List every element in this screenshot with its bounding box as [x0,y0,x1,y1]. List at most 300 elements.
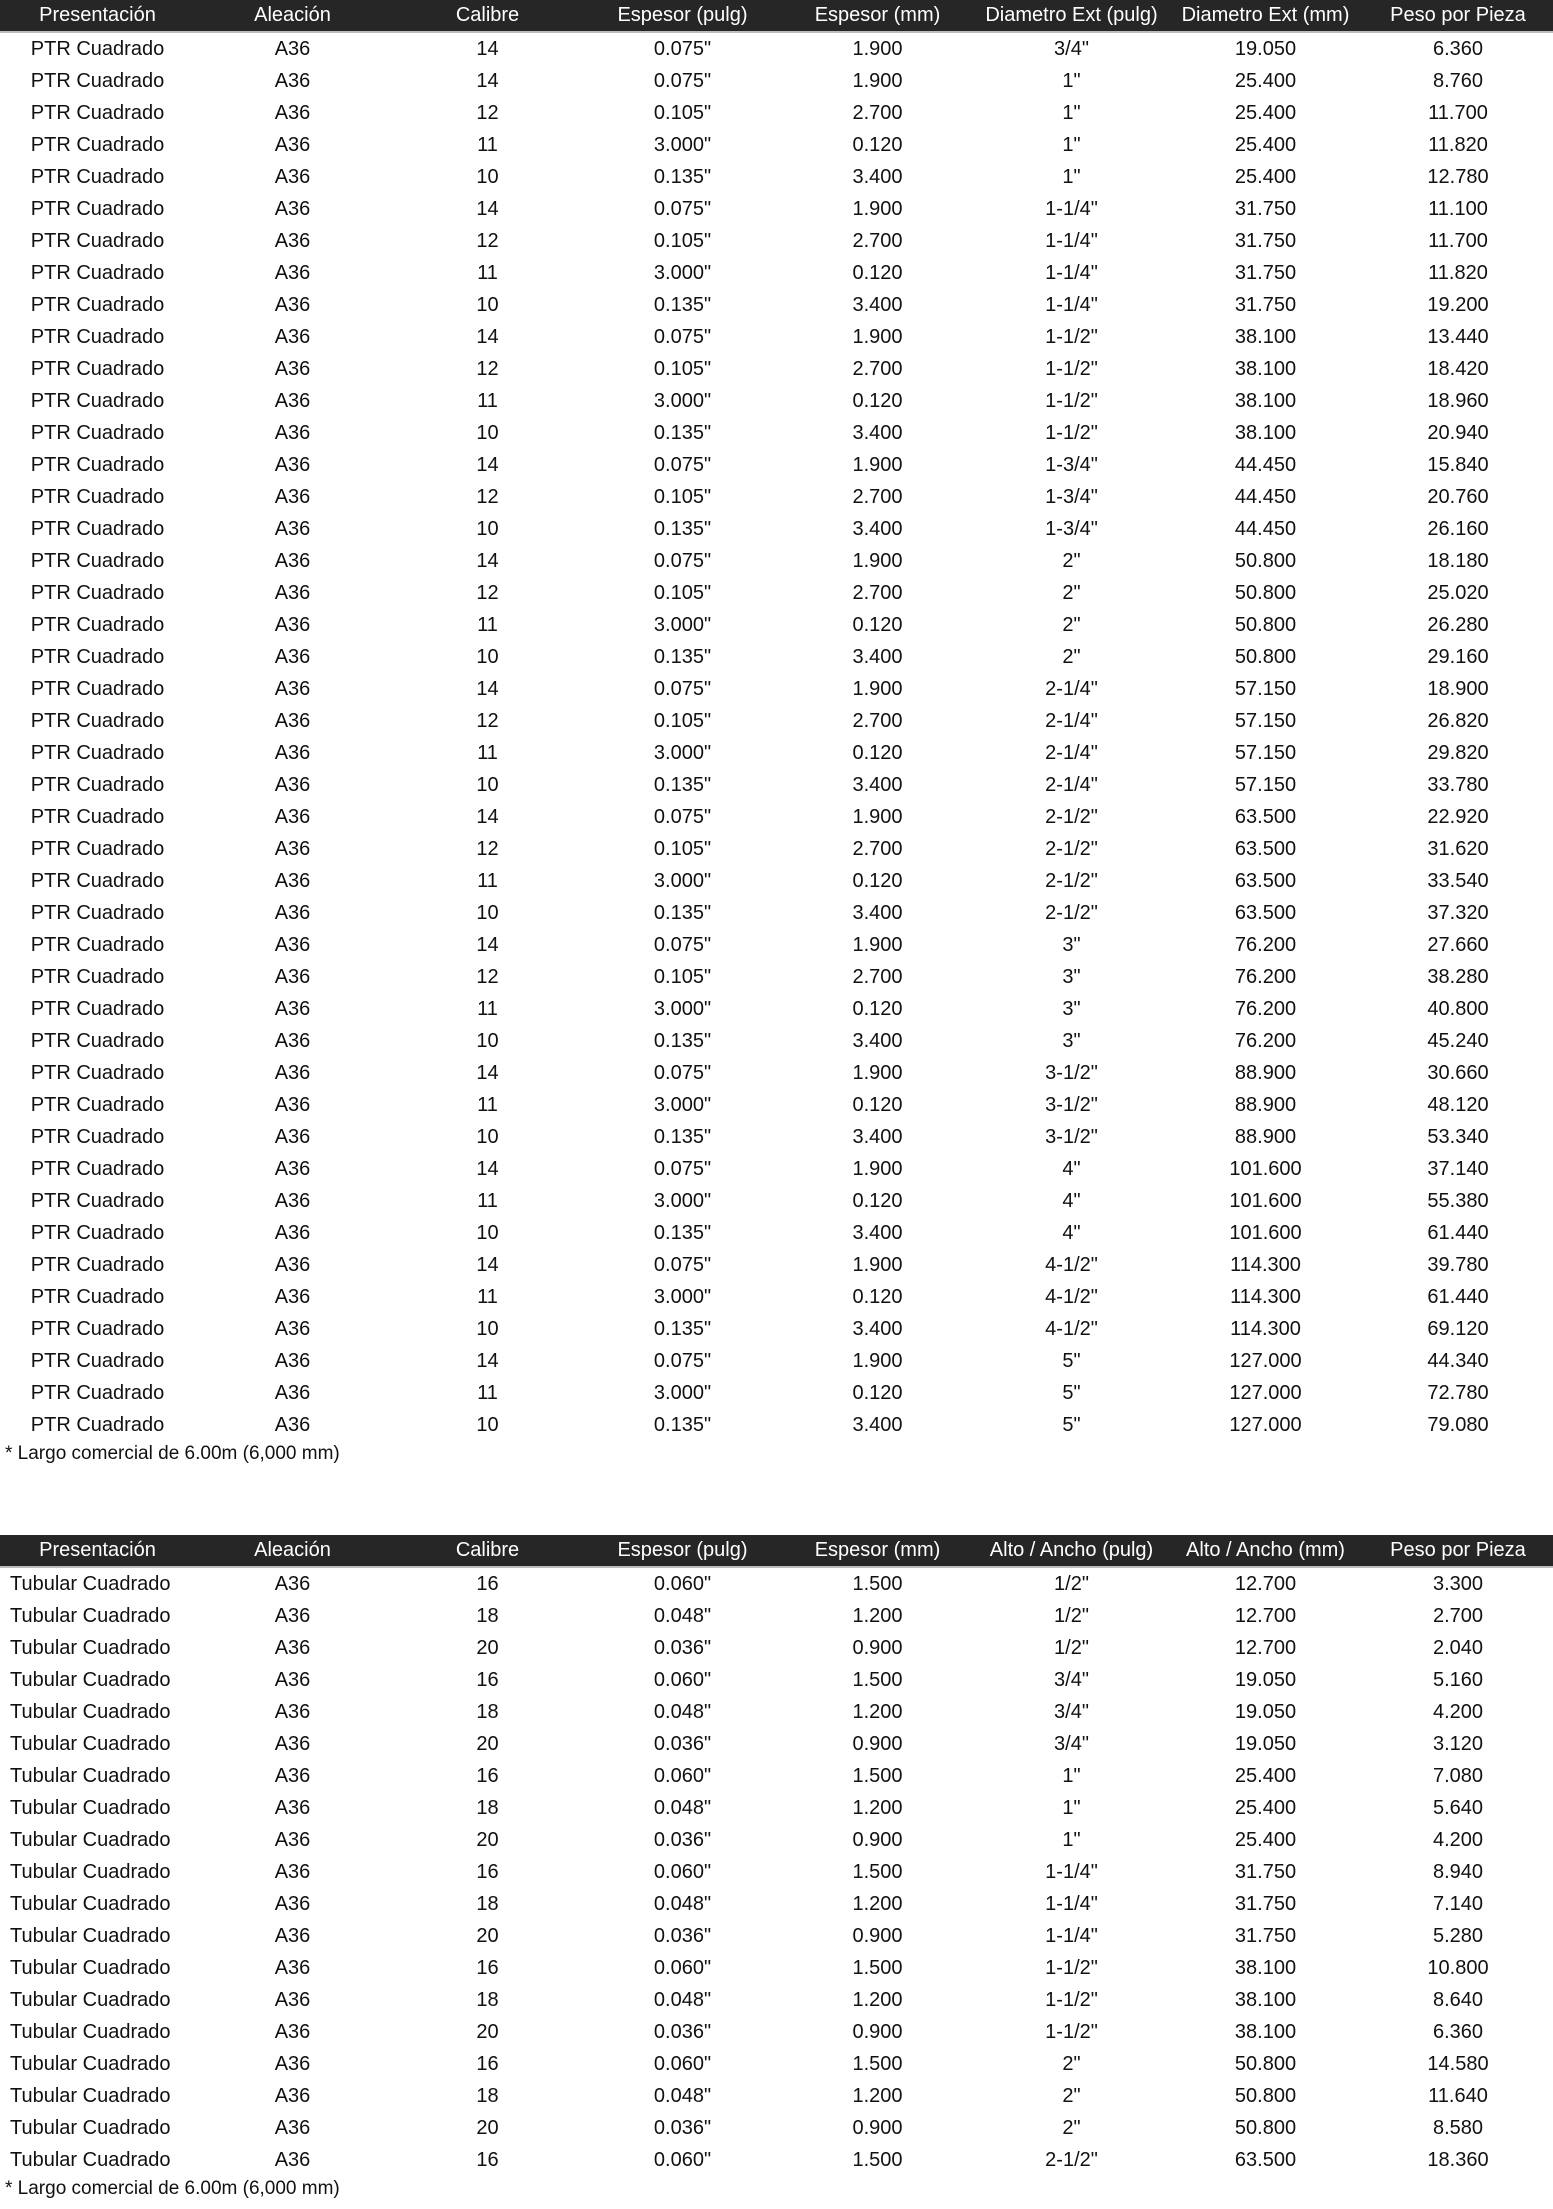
table-row [0,1345,1553,1377]
table-row [0,1728,1553,1760]
cell-dimension-mm: 63.500 [1234,869,1297,892]
cell-dimension-pulg: 1-3/4" [1045,517,1098,540]
cell-presentacion: PTR Cuadrado [30,165,165,188]
cell-aleacion: A36 [274,2052,311,2075]
cell-dimension-pulg: 3" [1062,933,1081,956]
cell-dimension-mm: 25.400 [1234,165,1297,188]
cell-espesor-pulg: 0.135" [653,773,712,796]
cell-dimension-mm: 25.400 [1234,1796,1297,1819]
cell-peso-por-pieza: 12.780 [1427,165,1489,188]
cell-peso-por-pieza: 69.120 [1427,1317,1489,1340]
table-row [0,737,1553,769]
cell-aleacion: A36 [274,1668,311,1691]
table-row [0,1121,1553,1153]
cell-espesor-mm: 1.200 [852,1700,903,1723]
cell-espesor-pulg: 0.060" [653,1572,712,1595]
cell-dimension-mm: 101.600 [1229,1157,1302,1180]
cell-dimension-mm: 63.500 [1234,805,1297,828]
cell-peso-por-pieza: 5.280 [1432,1924,1484,1947]
cell-presentacion: PTR Cuadrado [30,645,165,668]
cell-aleacion: A36 [274,1892,311,1915]
cell-calibre: 10 [476,773,499,796]
cell-espesor-pulg: 0.048" [653,1988,712,2011]
cell-espesor-pulg: 0.060" [653,1668,712,1691]
cell-espesor-mm: 2.700 [852,485,903,508]
table-row [0,225,1553,257]
cell-dimension-mm: 25.400 [1234,69,1297,92]
cell-dimension-pulg: 3/4" [1054,1700,1089,1723]
cell-dimension-pulg: 5" [1062,1349,1081,1372]
cell-calibre: 14 [476,1349,499,1372]
cell-calibre: 12 [476,837,499,860]
column-header-presentacion: Presentación [39,4,156,26]
table-row [0,2112,1553,2144]
cell-aleacion: A36 [274,389,311,412]
cell-calibre: 16 [476,2148,499,2171]
cell-peso-por-pieza: 20.940 [1427,421,1489,444]
cell-peso-por-pieza: 4.200 [1432,1700,1484,1723]
cell-calibre: 20 [476,1732,499,1755]
cell-presentacion: PTR Cuadrado [30,421,165,444]
cell-presentacion: PTR Cuadrado [30,1221,165,1244]
cell-peso-por-pieza: 29.820 [1427,741,1489,764]
cell-calibre: 10 [476,1125,499,1148]
cell-espesor-mm: 3.400 [852,421,903,444]
table-row [0,1888,1553,1920]
cell-espesor-pulg: 0.036" [653,1636,712,1659]
cell-dimension-pulg: 4" [1062,1157,1081,1180]
cell-peso-por-pieza: 37.140 [1427,1157,1489,1180]
cell-dimension-pulg: 1" [1062,101,1081,124]
table-row [0,1153,1553,1185]
cell-espesor-pulg: 3.000" [653,133,712,156]
cell-dimension-mm: 38.100 [1234,1988,1297,2011]
cell-dimension-mm: 57.150 [1234,677,1297,700]
table-row [0,865,1553,897]
cell-presentacion: PTR Cuadrado [30,69,165,92]
cell-dimension-pulg: 1-3/4" [1045,453,1098,476]
cell-dimension-pulg: 1-1/2" [1045,2020,1098,2043]
cell-aleacion: A36 [274,101,311,124]
cell-aleacion: A36 [274,229,311,252]
cell-presentacion: PTR Cuadrado [30,677,165,700]
cell-aleacion: A36 [274,1732,311,1755]
column-header-espesor-pulg: Espesor (pulg) [617,4,748,26]
cell-aleacion: A36 [274,453,311,476]
cell-presentacion: PTR Cuadrado [30,325,165,348]
cell-dimension-mm: 50.800 [1234,2084,1297,2107]
table-row [0,513,1553,545]
cell-dimension-pulg: 1-1/4" [1045,197,1098,220]
table-row [0,545,1553,577]
cell-dimension-pulg: 4-1/2" [1045,1253,1098,1276]
cell-espesor-pulg: 0.135" [653,1221,712,1244]
cell-espesor-mm: 1.500 [852,2052,903,2075]
table-row [0,1760,1553,1792]
cell-dimension-mm: 57.150 [1234,709,1297,732]
cell-peso-por-pieza: 11.640 [1428,2084,1488,2107]
cell-espesor-pulg: 0.048" [653,2084,712,2107]
cell-espesor-pulg: 0.135" [653,1413,712,1436]
cell-aleacion: A36 [274,869,311,892]
cell-aleacion: A36 [274,165,311,188]
cell-espesor-pulg: 0.075" [653,197,712,220]
table-row [0,705,1553,737]
cell-peso-por-pieza: 26.160 [1427,517,1489,540]
cell-presentacion: PTR Cuadrado [30,1349,165,1372]
cell-dimension-pulg: 2" [1062,2052,1081,2075]
cell-espesor-pulg: 3.000" [653,1381,712,1404]
cell-peso-por-pieza: 39.780 [1427,1253,1489,1276]
cell-dimension-pulg: 2-1/2" [1045,805,1098,828]
cell-presentacion: PTR Cuadrado [30,773,165,796]
cell-aleacion: A36 [274,1189,311,1212]
cell-peso-por-pieza: 2.700 [1432,1604,1484,1627]
cell-calibre: 20 [476,1924,499,1947]
ptr-footnote: * Largo comercial de 6.00m (6,000 mm) [5,1443,340,1464]
cell-peso-por-pieza: 5.640 [1432,1796,1484,1819]
cell-calibre: 12 [476,965,499,988]
cell-dimension-pulg: 1/2" [1054,1572,1089,1595]
cell-calibre: 14 [476,69,499,92]
cell-calibre: 10 [476,421,499,444]
cell-espesor-mm: 1.900 [852,325,903,348]
cell-espesor-pulg: 0.105" [653,101,712,124]
cell-espesor-mm: 0.900 [852,2116,903,2139]
cell-calibre: 16 [476,2052,499,2075]
cell-espesor-mm: 3.400 [852,1125,903,1148]
cell-calibre: 14 [476,933,499,956]
column-header-peso-por-pieza: Peso por Pieza [1390,1539,1526,1561]
cell-espesor-pulg: 0.075" [653,69,712,92]
table-row [0,1057,1553,1089]
cell-dimension-pulg: 2-1/2" [1045,869,1098,892]
cell-dimension-pulg: 2" [1062,2116,1081,2139]
cell-calibre: 10 [476,1317,499,1340]
cell-calibre: 14 [476,197,499,220]
cell-dimension-pulg: 2-1/4" [1045,709,1098,732]
cell-espesor-pulg: 0.036" [653,1732,712,1755]
cell-peso-por-pieza: 13.440 [1427,325,1489,348]
cell-calibre: 10 [476,517,499,540]
cell-peso-por-pieza: 18.960 [1427,389,1489,412]
cell-dimension-pulg: 2-1/2" [1045,901,1098,924]
cell-presentacion: Tubular Cuadrado [10,1956,171,1979]
cell-presentacion: PTR Cuadrado [30,1189,165,1212]
cell-calibre: 12 [476,229,499,252]
cell-peso-por-pieza: 27.660 [1427,933,1489,956]
cell-dimension-pulg: 2-1/4" [1045,773,1098,796]
table-row [0,449,1553,481]
cell-peso-por-pieza: 11.700 [1428,101,1488,124]
cell-presentacion: PTR Cuadrado [30,965,165,988]
cell-calibre: 12 [476,357,499,380]
cell-dimension-mm: 76.200 [1234,933,1297,956]
cell-dimension-mm: 114.300 [1230,1317,1301,1340]
table-row [0,1217,1553,1249]
cell-peso-por-pieza: 44.340 [1427,1349,1489,1372]
cell-dimension-mm: 127.000 [1229,1413,1302,1436]
cell-espesor-mm: 2.700 [852,101,903,124]
cell-espesor-pulg: 0.036" [653,1924,712,1947]
cell-aleacion: A36 [274,581,311,604]
table-header [0,0,1553,33]
cell-espesor-pulg: 0.075" [653,805,712,828]
cell-dimension-mm: 31.750 [1234,293,1297,316]
table-row [0,769,1553,801]
cell-aleacion: A36 [274,1636,311,1659]
cell-aleacion: A36 [274,1349,311,1372]
cell-presentacion: PTR Cuadrado [30,1317,165,1340]
cell-espesor-mm: 1.900 [852,933,903,956]
cell-calibre: 14 [476,549,499,572]
cell-presentacion: PTR Cuadrado [30,389,165,412]
cell-aleacion: A36 [274,1029,311,1052]
column-header-calibre: Calibre [455,1539,520,1561]
cell-dimension-mm: 57.150 [1234,741,1297,764]
cell-presentacion: PTR Cuadrado [30,1093,165,1116]
cell-aleacion: A36 [274,421,311,444]
cell-espesor-pulg: 3.000" [653,869,712,892]
table-row [0,1313,1553,1345]
cell-dimension-mm: 76.200 [1234,965,1297,988]
cell-presentacion: Tubular Cuadrado [10,1764,171,1787]
cell-peso-por-pieza: 2.040 [1432,1636,1484,1659]
cell-calibre: 12 [476,581,499,604]
cell-dimension-mm: 31.750 [1234,261,1297,284]
cell-dimension-pulg: 1-3/4" [1045,485,1098,508]
cell-espesor-mm: 1.200 [852,1796,903,1819]
cell-aleacion: A36 [274,2148,311,2171]
cell-dimension-pulg: 2-1/4" [1045,741,1098,764]
cell-espesor-mm: 1.500 [852,1668,903,1691]
cell-peso-por-pieza: 31.620 [1427,837,1489,860]
table-row [0,2016,1553,2048]
cell-presentacion: Tubular Cuadrado [10,2020,171,2043]
cell-dimension-mm: 50.800 [1234,613,1297,636]
cell-calibre: 18 [476,1796,499,1819]
cell-presentacion: PTR Cuadrado [30,485,165,508]
cell-espesor-mm: 2.700 [852,965,903,988]
table-row [0,1281,1553,1313]
table-row [0,1920,1553,1952]
cell-espesor-mm: 2.700 [852,581,903,604]
cell-calibre: 10 [476,165,499,188]
cell-aleacion: A36 [274,1764,311,1787]
table-row [0,1409,1553,1441]
cell-peso-por-pieza: 61.440 [1427,1285,1489,1308]
cell-dimension-mm: 38.100 [1234,357,1297,380]
cell-dimension-mm: 12.700 [1234,1604,1297,1627]
column-header-aleacion: Aleación [254,4,331,26]
cell-espesor-pulg: 0.105" [653,485,712,508]
cell-presentacion: PTR Cuadrado [30,837,165,860]
cell-dimension-mm: 44.450 [1234,517,1297,540]
cell-presentacion: PTR Cuadrado [30,741,165,764]
cell-presentacion: PTR Cuadrado [30,549,165,572]
cell-espesor-pulg: 0.075" [653,1157,712,1180]
cell-espesor-mm: 3.400 [852,165,903,188]
cell-dimension-mm: 50.800 [1234,2052,1297,2075]
table-row [0,2080,1553,2112]
table-row [0,833,1553,865]
table-row [0,1856,1553,1888]
cell-espesor-pulg: 0.048" [653,1892,712,1915]
column-header-peso-por-pieza: Peso por Pieza [1390,4,1526,26]
cell-calibre: 14 [476,677,499,700]
cell-dimension-mm: 44.450 [1234,453,1297,476]
table-row [0,609,1553,641]
table-row [0,161,1553,193]
cell-presentacion: PTR Cuadrado [30,805,165,828]
cell-calibre: 11 [477,389,498,412]
cell-calibre: 14 [476,325,499,348]
cell-presentacion: PTR Cuadrado [30,1029,165,1052]
cell-dimension-pulg: 4-1/2" [1045,1285,1098,1308]
table-row [0,929,1553,961]
cell-presentacion: PTR Cuadrado [30,357,165,380]
table-row [0,1249,1553,1281]
cell-calibre: 16 [476,1572,499,1595]
cell-espesor-mm: 2.700 [852,229,903,252]
cell-aleacion: A36 [274,37,311,60]
cell-espesor-mm: 3.400 [852,901,903,924]
cell-presentacion: PTR Cuadrado [30,293,165,316]
cell-espesor-mm: 0.120 [852,869,903,892]
table-header [0,1535,1553,1568]
cell-espesor-mm: 1.900 [852,1061,903,1084]
cell-calibre: 10 [476,1413,499,1436]
cell-peso-por-pieza: 6.360 [1432,37,1484,60]
cell-dimension-pulg: 1-1/4" [1045,1892,1098,1915]
cell-dimension-pulg: 1-1/4" [1045,261,1098,284]
cell-espesor-mm: 0.900 [852,1924,903,1947]
cell-peso-por-pieza: 19.200 [1427,293,1489,316]
cell-dimension-mm: 50.800 [1234,581,1297,604]
column-header-espesor-pulg: Espesor (pulg) [617,1539,748,1561]
cell-espesor-mm: 0.120 [852,741,903,764]
tubular-footnote: * Largo comercial de 6.00m (6,000 mm) [5,2178,340,2199]
cell-calibre: 11 [477,997,498,1020]
cell-espesor-mm: 1.900 [852,1349,903,1372]
cell-presentacion: PTR Cuadrado [30,1061,165,1084]
cell-dimension-pulg: 1-1/2" [1045,421,1098,444]
cell-peso-por-pieza: 29.160 [1427,645,1489,668]
cell-aleacion: A36 [274,1860,311,1883]
cell-peso-por-pieza: 79.080 [1427,1413,1489,1436]
cell-espesor-pulg: 0.075" [653,1349,712,1372]
cell-peso-por-pieza: 26.820 [1427,709,1489,732]
table-row [0,1377,1553,1409]
cell-dimension-mm: 25.400 [1234,133,1297,156]
cell-espesor-mm: 0.120 [852,1285,903,1308]
cell-calibre: 16 [476,1764,499,1787]
cell-calibre: 20 [476,2020,499,2043]
table-row [0,97,1553,129]
cell-peso-por-pieza: 20.760 [1427,485,1489,508]
cell-espesor-mm: 1.900 [852,805,903,828]
cell-peso-por-pieza: 48.120 [1427,1093,1489,1116]
cell-espesor-pulg: 0.060" [653,1764,712,1787]
cell-presentacion: PTR Cuadrado [30,453,165,476]
cell-espesor-mm: 1.900 [852,1157,903,1180]
cell-peso-por-pieza: 14.580 [1427,2052,1489,2075]
cell-peso-por-pieza: 11.820 [1428,133,1488,156]
cell-espesor-pulg: 0.105" [653,709,712,732]
cell-presentacion: Tubular Cuadrado [10,2116,171,2139]
cell-dimension-mm: 63.500 [1234,2148,1297,2171]
cell-peso-por-pieza: 18.900 [1427,677,1489,700]
cell-presentacion: PTR Cuadrado [30,613,165,636]
cell-dimension-mm: 38.100 [1234,389,1297,412]
cell-calibre: 12 [476,101,499,124]
column-header-dimension-pulg: Alto / Ancho (pulg) [989,1539,1154,1561]
cell-espesor-mm: 1.900 [852,1253,903,1276]
cell-espesor-pulg: 0.036" [653,2116,712,2139]
cell-espesor-mm: 0.900 [852,1636,903,1659]
cell-peso-por-pieza: 22.920 [1427,805,1489,828]
cell-presentacion: PTR Cuadrado [30,997,165,1020]
cell-aleacion: A36 [274,1988,311,2011]
cell-peso-por-pieza: 38.280 [1427,965,1489,988]
table-row [0,673,1553,705]
cell-dimension-pulg: 1-1/2" [1045,389,1098,412]
cell-espesor-mm: 1.900 [852,69,903,92]
cell-espesor-mm: 1.500 [852,1572,903,1595]
cell-peso-por-pieza: 7.140 [1432,1892,1484,1915]
cell-espesor-pulg: 0.105" [653,581,712,604]
table-row [0,257,1553,289]
cell-dimension-pulg: 5" [1062,1413,1081,1436]
cell-dimension-mm: 31.750 [1234,1924,1297,1947]
cell-presentacion: Tubular Cuadrado [10,2148,171,2171]
cell-presentacion: Tubular Cuadrado [10,1796,171,1819]
cell-dimension-pulg: 3/4" [1054,37,1089,60]
cell-presentacion: PTR Cuadrado [30,261,165,284]
cell-dimension-mm: 127.000 [1229,1381,1302,1404]
cell-peso-por-pieza: 40.800 [1427,997,1489,1020]
cell-espesor-pulg: 3.000" [653,389,712,412]
cell-presentacion: Tubular Cuadrado [10,1700,171,1723]
cell-aleacion: A36 [274,773,311,796]
cell-dimension-mm: 25.400 [1234,1764,1297,1787]
cell-dimension-pulg: 1-1/2" [1045,1988,1098,2011]
cell-aleacion: A36 [274,1604,311,1627]
cell-dimension-pulg: 1-1/4" [1045,1860,1098,1883]
cell-peso-por-pieza: 18.420 [1427,357,1489,380]
cell-presentacion: PTR Cuadrado [30,1381,165,1404]
cell-espesor-mm: 1.500 [852,1764,903,1787]
cell-dimension-pulg: 1" [1062,133,1081,156]
cell-presentacion: PTR Cuadrado [30,1125,165,1148]
cell-calibre: 11 [477,1189,498,1212]
cell-presentacion: PTR Cuadrado [30,101,165,124]
cell-dimension-pulg: 1" [1062,1796,1081,1819]
cell-peso-por-pieza: 4.200 [1432,1828,1484,1851]
cell-dimension-mm: 19.050 [1234,1732,1297,1755]
cell-espesor-mm: 1.200 [852,1892,903,1915]
cell-aleacion: A36 [274,1572,311,1595]
cell-dimension-mm: 38.100 [1234,325,1297,348]
cell-espesor-pulg: 0.105" [653,965,712,988]
cell-peso-por-pieza: 55.380 [1427,1189,1489,1212]
cell-calibre: 11 [477,741,498,764]
cell-espesor-mm: 0.120 [852,389,903,412]
cell-peso-por-pieza: 10.800 [1427,1956,1489,1979]
cell-espesor-pulg: 0.135" [653,1029,712,1052]
cell-dimension-pulg: 1-1/2" [1045,325,1098,348]
cell-calibre: 11 [477,1381,498,1404]
